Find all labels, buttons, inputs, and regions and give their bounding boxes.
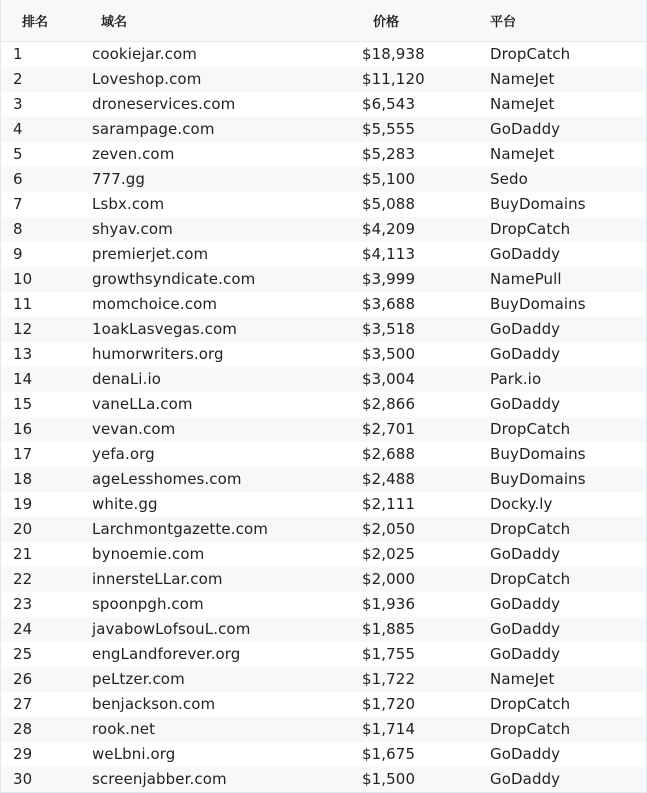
table-body bbox=[1, 41, 646, 792]
platform-cell: GoDaddy bbox=[490, 744, 561, 763]
domain-cell: Loveshop.com bbox=[92, 69, 202, 88]
price-cell: $1,936 bbox=[362, 594, 416, 613]
domain-cell: Lsbx.com bbox=[92, 194, 165, 213]
domain-cell: ageLesshomes.com bbox=[92, 469, 242, 488]
price-cell: $2,866 bbox=[362, 394, 416, 413]
platform-cell: DropCatch bbox=[490, 569, 571, 588]
rank-cell: 7 bbox=[13, 194, 23, 213]
domain-cell: sarampage.com bbox=[92, 119, 215, 138]
domain-cell: droneservices.com bbox=[92, 94, 236, 113]
table-row bbox=[1, 367, 646, 392]
price-cell: $2,000 bbox=[362, 569, 416, 588]
platform-cell: GoDaddy bbox=[490, 319, 561, 338]
price-cell: $3,500 bbox=[362, 344, 416, 363]
rank-cell: 27 bbox=[13, 694, 33, 713]
price-cell: $2,111 bbox=[362, 494, 416, 513]
rank-cell: 19 bbox=[13, 494, 33, 513]
table-row bbox=[1, 41, 646, 67]
price-cell: $4,113 bbox=[362, 244, 416, 263]
rank-cell: 8 bbox=[13, 219, 23, 238]
domain-cell: momchoice.com bbox=[92, 294, 218, 313]
platform-cell: NameJet bbox=[490, 69, 555, 88]
domain-cell: 777.gg bbox=[92, 169, 146, 188]
platform-cell: GoDaddy bbox=[490, 644, 561, 663]
table-row bbox=[1, 667, 646, 692]
platform-cell: NameJet bbox=[490, 94, 555, 113]
price-cell: $5,555 bbox=[362, 119, 416, 138]
table-row bbox=[1, 492, 646, 517]
rank-cell: 30 bbox=[13, 769, 33, 788]
price-cell: $6,543 bbox=[362, 94, 416, 113]
price-cell: $1,500 bbox=[362, 769, 416, 788]
price-cell: $3,999 bbox=[362, 269, 416, 288]
table-row bbox=[1, 142, 646, 167]
platform-cell: GoDaddy bbox=[490, 769, 561, 788]
rank-cell: 4 bbox=[13, 119, 23, 138]
rank-cell: 14 bbox=[13, 369, 33, 388]
platform-cell: GoDaddy bbox=[490, 544, 561, 563]
price-cell: $1,755 bbox=[362, 644, 416, 663]
domain-cell: denaLi.io bbox=[92, 369, 161, 388]
table-row bbox=[1, 242, 646, 267]
price-cell: $1,885 bbox=[362, 619, 416, 638]
rank-cell: 25 bbox=[13, 644, 33, 663]
domain-cell: 1oakLasvegas.com bbox=[92, 319, 238, 338]
table-row bbox=[1, 292, 646, 317]
rank-cell: 29 bbox=[13, 744, 33, 763]
rank-cell: 23 bbox=[13, 594, 33, 613]
domain-sales-table bbox=[1, 0, 646, 792]
table-row bbox=[1, 267, 646, 292]
table-row bbox=[1, 592, 646, 617]
platform-cell: GoDaddy bbox=[490, 119, 561, 138]
price-cell: $2,701 bbox=[362, 419, 416, 438]
table-row bbox=[1, 742, 646, 767]
platform-cell: BuyDomains bbox=[490, 194, 586, 213]
price-cell: $5,088 bbox=[362, 194, 416, 213]
platform-cell: DropCatch bbox=[490, 44, 571, 63]
platform-cell: NamePull bbox=[490, 269, 562, 288]
table-row bbox=[1, 442, 646, 467]
rank-cell: 5 bbox=[13, 144, 23, 163]
rank-cell: 2 bbox=[13, 69, 23, 88]
rank-cell: 17 bbox=[13, 444, 33, 463]
platform-cell: BuyDomains bbox=[490, 469, 586, 488]
table-row bbox=[1, 342, 646, 367]
table-header bbox=[1, 0, 646, 41]
table-row bbox=[1, 717, 646, 742]
rank-cell: 28 bbox=[13, 719, 33, 738]
domain-cell: zeven.com bbox=[92, 144, 175, 163]
domain-cell: screenjabber.com bbox=[92, 769, 227, 788]
price-cell: $1,675 bbox=[362, 744, 416, 763]
table-row bbox=[1, 417, 646, 442]
platform-cell: Docky.ly bbox=[490, 494, 553, 513]
rank-cell: 24 bbox=[13, 619, 33, 638]
price-cell: $3,004 bbox=[362, 369, 416, 388]
rank-cell: 18 bbox=[13, 469, 33, 488]
rank-cell: 22 bbox=[13, 569, 33, 588]
price-cell: $2,050 bbox=[362, 519, 416, 538]
table-row bbox=[1, 567, 646, 592]
table-row bbox=[1, 167, 646, 192]
platform-cell: DropCatch bbox=[490, 519, 571, 538]
table-row bbox=[1, 317, 646, 342]
price-cell: $5,283 bbox=[362, 144, 416, 163]
rank-cell: 9 bbox=[13, 244, 23, 263]
domain-cell: cookiejar.com bbox=[92, 44, 197, 63]
rank-cell: 12 bbox=[13, 319, 33, 338]
domain-cell: premierjet.com bbox=[92, 244, 209, 263]
platform-cell: DropCatch bbox=[490, 719, 571, 738]
domain-cell: spoonpgh.com bbox=[92, 594, 204, 613]
domain-cell: engLandforever.org bbox=[92, 644, 241, 663]
price-cell: $2,488 bbox=[362, 469, 416, 488]
price-cell: $2,688 bbox=[362, 444, 416, 463]
table-row bbox=[1, 517, 646, 542]
domain-cell: javabowLofsouL.com bbox=[92, 619, 251, 638]
header-platform[interactable]: 平台 bbox=[474, 0, 646, 41]
price-cell: $5,100 bbox=[362, 169, 416, 188]
platform-cell: DropCatch bbox=[490, 419, 571, 438]
domain-cell: humorwriters.org bbox=[92, 344, 224, 363]
rank-cell: 21 bbox=[13, 544, 33, 563]
domain-cell: bynoemie.com bbox=[92, 544, 205, 563]
rank-cell: 1 bbox=[13, 44, 23, 63]
platform-cell: GoDaddy bbox=[490, 594, 561, 613]
rank-cell: 11 bbox=[13, 294, 33, 313]
price-cell: $2,025 bbox=[362, 544, 416, 563]
platform-cell: NameJet bbox=[490, 144, 555, 163]
platform-cell: BuyDomains bbox=[490, 294, 586, 313]
table-row bbox=[1, 617, 646, 642]
table-row bbox=[1, 192, 646, 217]
rank-cell: 6 bbox=[13, 169, 23, 188]
platform-cell: BuyDomains bbox=[490, 444, 586, 463]
platform-cell: Sedo bbox=[490, 169, 528, 188]
table-row bbox=[1, 542, 646, 567]
domain-cell: growthsyndicate.com bbox=[92, 269, 256, 288]
domain-cell: benjackson.com bbox=[92, 694, 216, 713]
price-cell: $4,209 bbox=[362, 219, 416, 238]
domain-cell: white.gg bbox=[92, 494, 158, 513]
header-domain[interactable]: 域名 bbox=[79, 0, 361, 41]
table-row bbox=[1, 642, 646, 667]
domain-cell: innersteLLar.com bbox=[92, 569, 223, 588]
platform-cell: DropCatch bbox=[490, 694, 571, 713]
domain-cell: peLtzer.com bbox=[92, 669, 185, 688]
domain-cell: vevan.com bbox=[92, 419, 176, 438]
price-cell: $11,120 bbox=[362, 69, 425, 88]
table-row bbox=[1, 767, 646, 792]
rank-cell: 20 bbox=[13, 519, 33, 538]
rank-cell: 13 bbox=[13, 344, 33, 363]
table-row bbox=[1, 92, 646, 117]
domain-cell: shyav.com bbox=[92, 219, 173, 238]
header-row bbox=[1, 0, 646, 41]
header-price[interactable]: 价格 bbox=[361, 0, 474, 41]
platform-cell: NameJet bbox=[490, 669, 555, 688]
table-row bbox=[1, 117, 646, 142]
rank-cell: 15 bbox=[13, 394, 33, 413]
domain-cell: rook.net bbox=[92, 719, 156, 738]
platform-cell: GoDaddy bbox=[490, 619, 561, 638]
rank-cell: 16 bbox=[13, 419, 33, 438]
price-cell: $1,720 bbox=[362, 694, 416, 713]
table-row bbox=[1, 467, 646, 492]
price-cell: $3,688 bbox=[362, 294, 416, 313]
platform-cell: GoDaddy bbox=[490, 344, 561, 363]
table-row bbox=[1, 67, 646, 92]
domain-cell: Larchmontgazette.com bbox=[92, 519, 268, 538]
table-row bbox=[1, 392, 646, 417]
price-cell: $1,714 bbox=[362, 719, 416, 738]
domain-cell: weLbni.org bbox=[92, 744, 176, 763]
domain-cell: vaneLLa.com bbox=[92, 394, 193, 413]
platform-cell: GoDaddy bbox=[490, 244, 561, 263]
table-row bbox=[1, 217, 646, 242]
price-cell: $18,938 bbox=[362, 44, 425, 63]
header-rank[interactable]: 排名 bbox=[1, 0, 79, 41]
platform-cell: Park.io bbox=[490, 369, 542, 388]
table-row bbox=[1, 692, 646, 717]
domain-cell: yefa.org bbox=[92, 444, 155, 463]
rank-cell: 10 bbox=[13, 269, 33, 288]
price-cell: $1,722 bbox=[362, 669, 416, 688]
price-cell: $3,518 bbox=[362, 319, 416, 338]
platform-cell: GoDaddy bbox=[490, 394, 561, 413]
rank-cell: 3 bbox=[13, 94, 23, 113]
platform-cell: DropCatch bbox=[490, 219, 571, 238]
rank-cell: 26 bbox=[13, 669, 33, 688]
